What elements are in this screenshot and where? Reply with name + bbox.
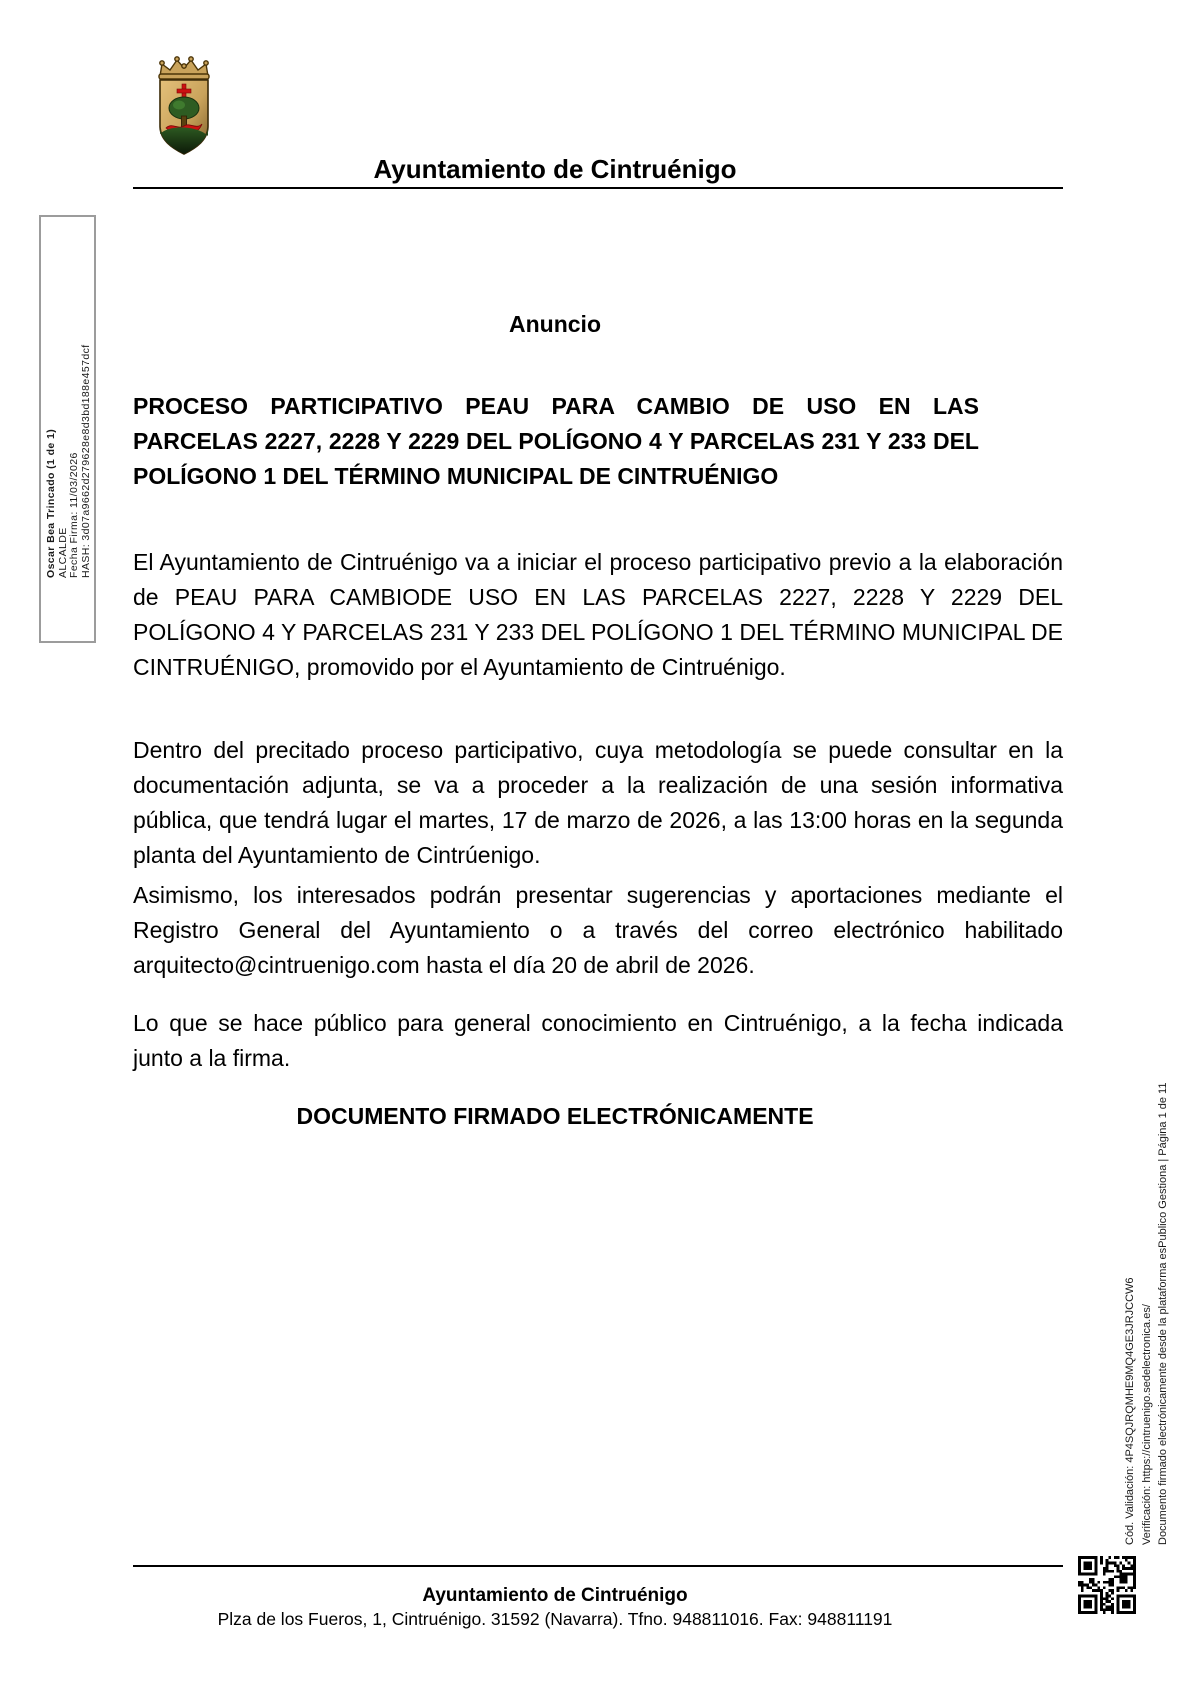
- signer-name: Oscar Bea Trincado (1 de 1): [45, 428, 57, 578]
- coat-of-arms-icon: [150, 54, 218, 158]
- qr-code: [1078, 1556, 1136, 1614]
- announcement-heading: Anuncio: [509, 311, 601, 337]
- platform-note: Documento firmado electrónicamente desde la plataforma esPublico Gestiona | Página 1 de 11: [1157, 1082, 1169, 1545]
- signature-hash: HASH: 3d07a9662d279628e8d3bd188e457dcf: [79, 344, 92, 578]
- footer-org-name: Ayuntamiento de Cintruénigo: [422, 1585, 688, 1606]
- announcement-subject: PROCESO PARTICIPATIVO PEAU PARA CAMBIO DE USO EN LAS PARCELAS 2227, 2228 Y 2229 DEL POLÍGONO 4 Y PARCELAS 231 Y 233 DEL POLÍGONO 1 DEL TÉRMINO MUNICIPAL DE CINTRUÉNIGO: [133, 393, 979, 489]
- body-paragraph-3: Asimismo, los interesados podrán presentar sugerencias y aportaciones mediante el Registro General del Ayuntamiento o a través del correo electrónico habilitado arquitecto@cintruenigo.com hasta el día 20 de abril de 2026.: [133, 882, 1063, 978]
- body-paragraph-2: Dentro del precitado proceso participativo, cuya metodología se puede consultar en la documentación adjunta, se va a proceder a la realización de una sesión informativa pública, que tendrá lugar el martes, 17 de marzo de 2026, a las 13:00 horas en la segunda planta del Ayuntamiento de Cintrúenigo.: [133, 737, 1063, 868]
- page-title: Ayuntamiento de Cintruénigo: [373, 154, 737, 184]
- signed-notice: DOCUMENTO FIRMADO ELECTRÓNICAMENTE: [296, 1103, 814, 1129]
- footer-rule: [133, 1565, 1063, 1567]
- verification-url: Verificación: https://cintruenigo.sedelectronica.es/: [1140, 1304, 1153, 1545]
- footer: [133, 1583, 977, 1631]
- body-paragraph-1: El Ayuntamiento de Cintruénigo va a iniciar el proceso participativo previo a la elaboración de PEAU PARA CAMBIODE USO EN LAS PARCELAS 2227, 2228 Y 2229 DEL POLÍGONO 4 Y PARCELAS 231 Y 233 DEL POLÍGONO 1 DEL TÉRMINO MUNICIPAL DE CINTRUÉNIGO, promovido por el Ayuntamiento de Cintruénigo.: [133, 549, 1063, 680]
- margin-stamp-text: [1122, 965, 1172, 1545]
- signer-role: ALCALDE: [56, 527, 69, 578]
- signature-stamp-text: [46, 238, 92, 578]
- header-rule: [133, 187, 1063, 189]
- body-paragraph-4: Lo que se hace público para general conocimiento en Cintruénigo, a la fecha indicada junto a la firma.: [133, 1010, 1063, 1071]
- signature-date: Fecha Firma: 11/03/2026: [68, 452, 80, 578]
- footer-address: Plza de los Fueros, 1, Cintruénigo. 31592 (Navarra). Tfno. 948811016. Fax: 948811191: [217, 1609, 893, 1629]
- validation-code: Cód. Validación: 4P4SQJRQMHE9MQ4GE3JRJCCW6: [1124, 1277, 1136, 1545]
